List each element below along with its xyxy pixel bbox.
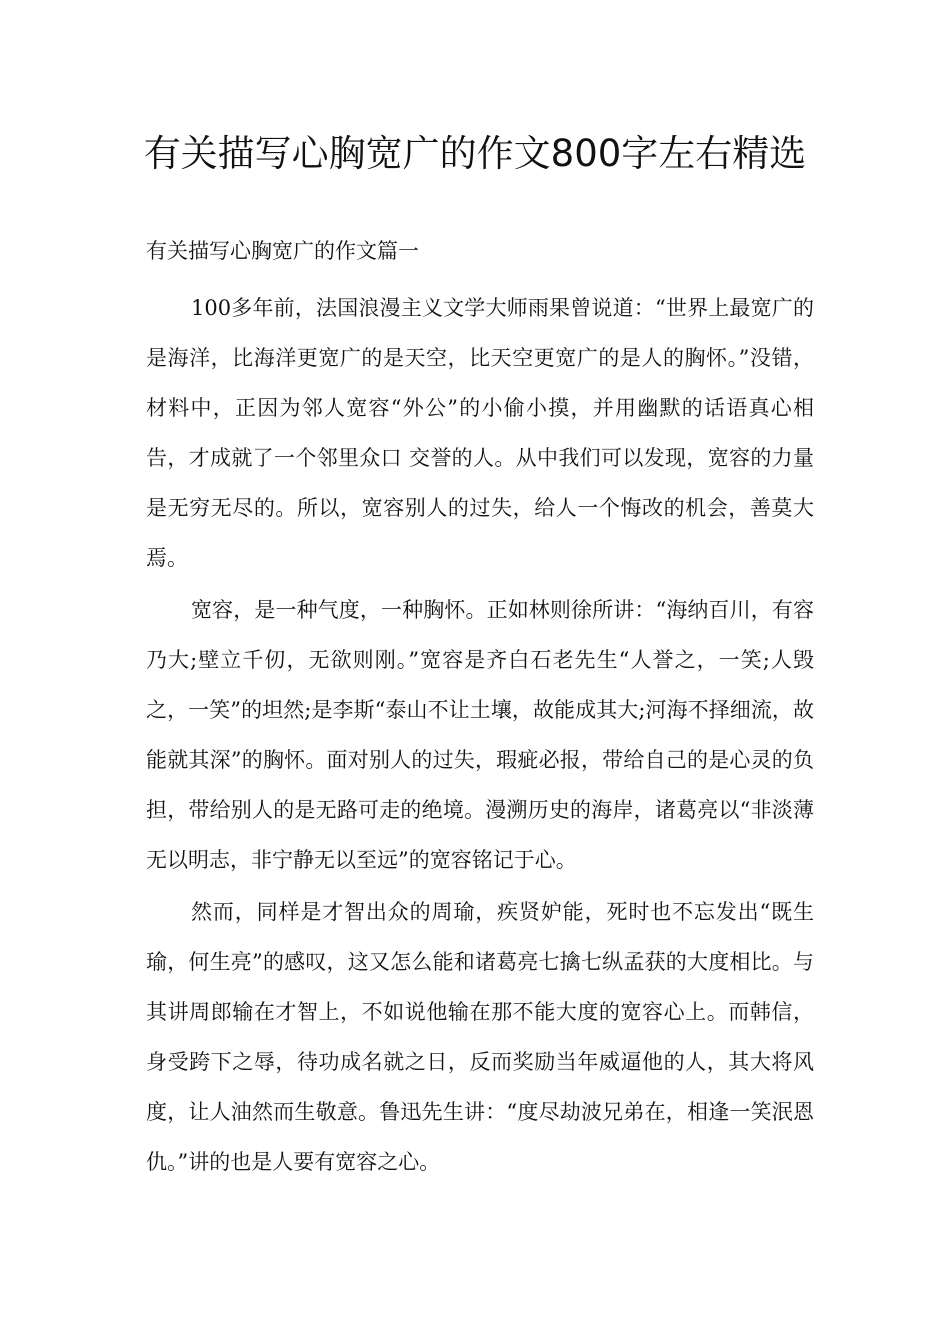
paragraph: 然而，同样是才智出众的周瑜，疾贤妒能，死时也不忘发出“既生瑜，何生亮”的感叹，这又怎么能和诸葛亮七擒七纵孟获的大度相比。与其讲周郎输在才智上，不如说他输在那不能大度的宽容心上。而韩信，身受跨下之辱，待功成名就之日，反而奖励当年威逼他的人，其大将风度，让人油然而生敬意。鲁迅先生讲：“度尽劫波兄弟在，相逢一笑泯恩仇。”讲的也是人要有宽容之心。 bbox=[146, 900, 814, 1174]
document-body bbox=[146, 283, 814, 1189]
paragraph: 宽容，是一种气度，一种胸怀。正如林则徐所讲：“海纳百川，有容乃大;壁立千仞，无欲则刚。”宽容是齐白石老先生“人誉之，一笑;人毁之，一笑”的坦然;是李斯“泰山不让土壤，故能成其大;河海不择细流，故能就其深”的胸怀。面对别人的过失，瑕疵必报，带给自己的是心灵的负担，带给别人的是无路可走的绝境。漫溯历史的海岸，诸葛亮以“非淡薄无以明志，非宁静无以至远”的宽容铭记于心。 bbox=[146, 598, 814, 872]
document-title: 有关描写心胸宽广的作文800字左右精选 bbox=[143, 132, 807, 175]
paragraph: 100多年前，法国浪漫主义文学大师雨果曾说道：“世界上最宽广的是海洋，比海洋更宽广的是天空，比天空更宽广的是人的胸怀。”没错，材料中，正因为邻人宽容“外公”的小偷小摸，并用幽默的话语真心相告，才成就了一个邻里众口 交誉的人。从中我们可以发现，宽容的力量是无穷无尽的。所以，宽容别人的过失，给人一个悔改的机会，善莫大焉。 bbox=[146, 296, 814, 570]
section-heading: 有关描写心胸宽广的作文篇一 bbox=[146, 239, 419, 263]
